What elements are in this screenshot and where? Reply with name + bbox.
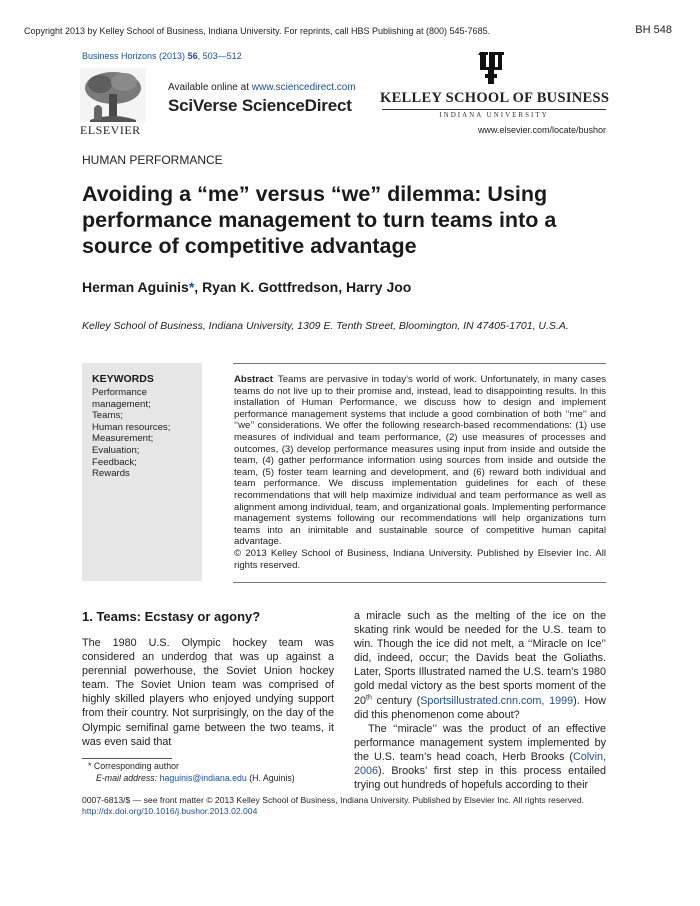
paragraph-text: ). How did this phenomenon come about? bbox=[354, 694, 606, 721]
citation-link[interactable]: Sportsillustrated.cnn.com, 1999 bbox=[420, 694, 574, 707]
section-heading: 1. Teams: Ecstasy or agony? bbox=[82, 609, 261, 624]
journal-volume: 56 bbox=[187, 51, 198, 61]
corresponding-author-note: * Corresponding author bbox=[88, 761, 179, 771]
keyword-item: Feedback; bbox=[92, 456, 137, 468]
abstract bbox=[234, 374, 606, 571]
school-divider bbox=[382, 109, 606, 110]
article-code: BH 548 bbox=[635, 24, 672, 36]
journal-reference[interactable] bbox=[82, 51, 242, 61]
journal-url[interactable]: www.elsevier.com/locate/bushor bbox=[477, 125, 606, 135]
available-online bbox=[168, 82, 356, 93]
author-list bbox=[82, 279, 411, 295]
corresponding-author-mark[interactable]: * bbox=[188, 279, 195, 295]
school-name: KELLEY SCHOOL OF BUSINESS bbox=[380, 90, 610, 106]
author-affiliation: Kelley School of Business, Indiana University, 1309 E. Tenth Street, Bloomington, IN 47405-1701, U.S.A. bbox=[82, 320, 569, 332]
keyword-item: Human resources; bbox=[92, 421, 171, 433]
journal-pages: , 503—512 bbox=[197, 51, 242, 61]
author-email-link[interactable]: haguinis@indiana.edu bbox=[159, 772, 247, 783]
body-paragraph bbox=[354, 722, 606, 792]
other-authors: , Ryan K. Gottfredson, Harry Joo bbox=[194, 279, 412, 295]
available-prefix: Available online at bbox=[168, 82, 249, 93]
paragraph-text: a miracle such as the melting of the ice on the skating rink would be needed for the U.S. team to win. Though the ice did not melt, a ‘‘Miracle on Ice’’ did, indeed, occur; the Davids beat the Goliaths. Later, Sports Illustrated named the U.S. team’s 1980 gold medal victory as the best sports moment of the 20 bbox=[354, 610, 606, 707]
keyword-item: Evaluation; bbox=[92, 444, 140, 456]
section-label: HUMAN PERFORMANCE bbox=[82, 153, 223, 167]
sciverse-logo: SciVerse ScienceDirect bbox=[168, 96, 352, 115]
paragraph-text: century ( bbox=[371, 694, 421, 707]
paragraph-text: The ‘‘miracle’’ was the product of an effective performance management system implemented by the U.S. team’s head coach, Herb Brooks ( bbox=[354, 722, 606, 763]
sciencedirect-link[interactable]: www.sciencedirect.com bbox=[251, 82, 356, 93]
paragraph-text: ). Brooks’ first step in this process entailed trying out hundreds of hopefuls according to their bbox=[354, 765, 606, 792]
abstract-bottom-rule bbox=[233, 582, 606, 583]
front-matter-note: 0007-6813/$ — see front matter © 2013 Kelley School of Business, Indiana University. Published by Elsevier Inc. All rights reserved. bbox=[82, 795, 585, 805]
copyright-notice: Copyright 2013 by Kelley School of Business, Indiana University. For reprints, call HBS Publishing at (800) 545-7685. bbox=[24, 26, 491, 36]
journal-name: Business Horizons (2013) bbox=[82, 51, 186, 61]
footnote bbox=[88, 761, 295, 784]
abstract-copyright: © 2013 Kelley School of Business, Indiana University. Published by Elsevier Inc. All rights reserved. bbox=[234, 547, 606, 571]
elsevier-wordmark: ELSEVIER bbox=[80, 123, 141, 137]
abstract-body: Teams are pervasive in today’s world of work. Unfortunately, in many cases teams do not live up to their promise and, instead, lead to disappointing results. In this installation of Human Performance, we discuss how to design and implement performance management systems that include a good combination of both ‘‘me’’ and ‘‘we’’ considerations. We offer the following research-based recommendations: (1) use measures of individual and team performance, (2) use measures of processes and outcomes, (3) develop performance measures using input from inside and outside the team, (4) gather performance information using sources from inside and outside the team, (5) foster team learning and development, and (6) reward both individual and team performance. We discuss implementation guidelines for each of these recommendations that will help maximize individual and team performance as well as alignment among individual, team, and organizational goals. Implementing performance management systems following our recommendations will help organizations turn teams into an inimitable and sustainable source of competitive human capital advantage. bbox=[234, 374, 606, 548]
page-footer bbox=[82, 795, 584, 818]
body-column-right bbox=[354, 609, 606, 792]
keyword-item: Performance management; bbox=[92, 387, 151, 410]
email-label: E-mail address: bbox=[96, 772, 158, 783]
ordinal-suffix: th bbox=[366, 693, 372, 701]
keyword-item: Measurement; bbox=[92, 433, 154, 445]
keyword-item: Rewards bbox=[92, 468, 130, 480]
doi-link[interactable]: http://dx.doi.org/10.1016/j.bushor.2013.02.004 bbox=[82, 806, 258, 817]
body-paragraph bbox=[354, 609, 606, 722]
keywords-list bbox=[92, 387, 198, 480]
footnote-rule bbox=[82, 758, 172, 759]
paper-title: Avoiding a “me” versus “we” dilemma: Using performance management to turn teams into a source of competitive advantage bbox=[82, 182, 557, 258]
school-subtitle: INDIANA UNIVERSITY bbox=[439, 111, 549, 119]
body-paragraph-left: The 1980 U.S. Olympic hockey team was considered an underdog that was up against a perennial powerhouse, the Soviet Union hockey team. The Soviet Union team was comprised of highly skilled players who enjoyed undying support from their country. Not surprisingly, on the day of the Olympic semifinal game between the two teams, it was even said that bbox=[82, 637, 334, 748]
first-author: Herman Aguinis bbox=[82, 279, 189, 295]
indiana-university-trident-icon bbox=[476, 48, 510, 88]
abstract-label: Abstract bbox=[234, 374, 273, 385]
citation-link[interactable]: Colvin, 2006 bbox=[354, 750, 606, 778]
keywords-heading: KEYWORDS bbox=[92, 373, 154, 385]
keyword-item: Teams; bbox=[92, 410, 123, 422]
abstract-top-rule bbox=[233, 363, 606, 364]
email-line bbox=[88, 773, 295, 785]
email-suffix: (H. Aguinis) bbox=[246, 772, 295, 783]
